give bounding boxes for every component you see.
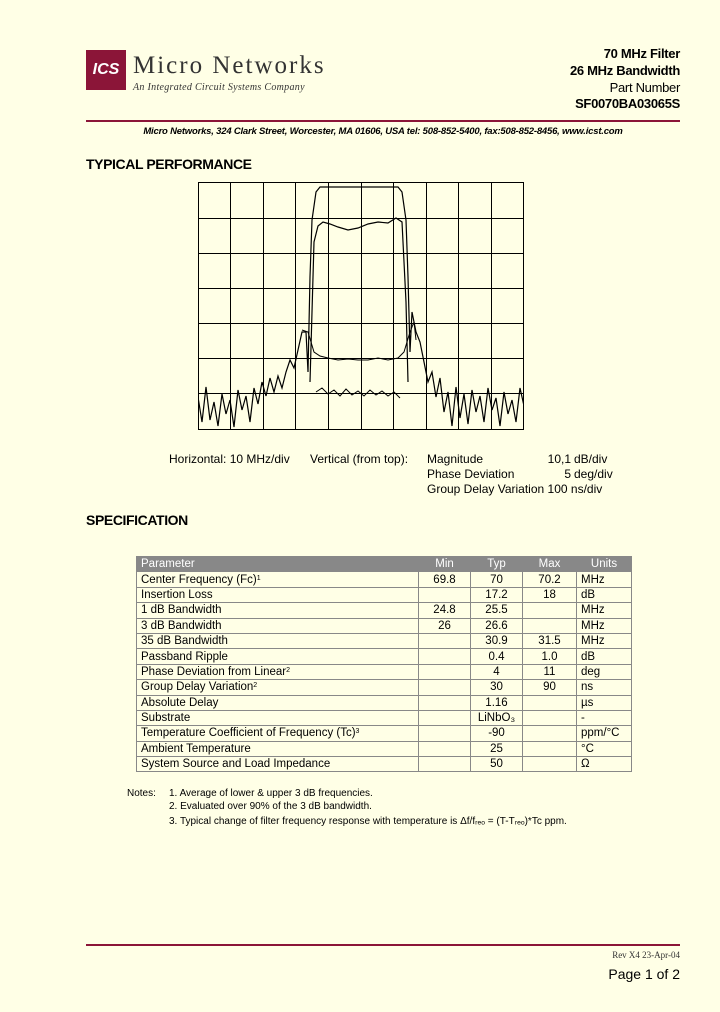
cell-max [523,680,577,695]
table-row [137,649,632,664]
cell-parameter [137,664,419,679]
cell-units [577,633,632,648]
cell-units [577,572,632,587]
notes-label: Notes: [127,788,156,799]
cell-parameter-text: 1 dB Bandwidth [141,604,222,617]
cell-max [523,726,577,741]
cell-units-text: ppm/°C [581,727,620,740]
cell-units-text: deg [581,665,601,678]
cell-typ-text: -90 [488,727,505,740]
cell-min [419,710,471,725]
cell-min [419,633,471,648]
cell-min [419,741,471,756]
cell-typ-text: 4 [493,665,500,678]
note-2: 2. Evaluated over 90% of the 3 dB bandwidth. [169,801,372,812]
cell-min [419,587,471,602]
phase-deviation-trace [302,322,416,360]
note-3: 3. Typical change of filter frequency response with temperature is Δf/fᵣₑₒ = (T-Tᵣₑₒ)*Tc ppm. [169,816,567,827]
cell-parameter-text: Temperature Coefficient of Frequency (Tc) [141,727,356,740]
specification-table [136,556,632,772]
cell-parameter [137,618,419,633]
cell-typ [471,587,523,602]
cell-min-text: 26 [438,619,451,632]
cell-typ [471,572,523,587]
cell-units [577,649,632,664]
cell-units [577,710,632,725]
cell-typ [471,649,523,664]
table-row [137,587,632,602]
cell-max-text: 11 [543,665,556,678]
company-name: Micro Networks [133,52,326,79]
legend-group-delay-unit: ns/div [570,482,603,496]
cell-parameter-text: Group Delay Variation [141,681,254,694]
cell-parameter-text: Passband Ripple [141,650,228,663]
header-parameter: Parameter [137,557,419,572]
cell-min-text: 24.8 [433,604,456,617]
cell-parameter-text: 35 dB Bandwidth [141,635,228,648]
cell-units-text: - [581,712,585,725]
legend-group-delay [427,482,602,496]
footnote-ref: 2 [286,666,291,674]
cell-units [577,741,632,756]
cell-min [419,757,471,772]
cell-typ [471,695,523,710]
cell-units-text: dB [581,650,596,663]
cell-min [419,618,471,633]
cell-typ-text: 30.9 [485,635,508,648]
cell-typ-text: 50 [490,758,503,771]
cell-max [523,741,577,756]
cell-typ-text: 70 [490,573,503,586]
table-row [137,603,632,618]
cell-typ-text: 25 [490,742,503,755]
cell-units [577,664,632,679]
legend-magnitude-unit: dB/div [574,452,608,466]
cell-typ [471,633,523,648]
cell-min-text: 69.8 [433,573,456,586]
ics-logo: ICS [86,50,126,90]
cell-max [523,757,577,772]
cell-max-text: 31.5 [538,635,561,648]
cell-max [523,603,577,618]
footnote-ref: 3 [355,728,360,736]
header-min: Min [419,557,471,572]
cell-max [523,572,577,587]
header-units: Units [577,557,632,572]
cell-max [523,664,577,679]
cell-max [523,633,577,648]
horizontal-scale: Horizontal: 10 MHz/div [169,452,290,466]
cell-units [577,587,632,602]
cell-parameter-text: Center Frequency (Fc) [141,573,257,586]
spec-table-body [137,572,632,772]
cell-min [419,603,471,618]
table-row [137,695,632,710]
cell-parameter [137,572,419,587]
legend-group-delay-name: Group Delay Variation [427,482,545,496]
contact-address: Micro Networks, 324 Clark Street, Worcester, MA 01606, USA tel: 508-852-5400, fax:508-852-8456, www.icst.com [143,126,623,137]
page-number: Page 1 of 2 [608,966,680,982]
part-number: SF0070BA03065S [575,96,680,111]
cell-parameter [137,649,419,664]
cell-typ-text: 25.5 [485,604,508,617]
cell-max [523,618,577,633]
cell-units-text: MHz [581,573,605,586]
cell-units-text: MHz [581,619,605,632]
table-row [137,680,632,695]
cell-min [419,726,471,741]
cell-units [577,726,632,741]
cell-units [577,757,632,772]
table-row [137,618,632,633]
company-tagline: An Integrated Circuit Systems Company [133,82,305,93]
cell-typ-text: 0.4 [488,650,505,663]
cell-typ [471,618,523,633]
cell-typ-text: 26.6 [485,619,508,632]
cell-units-text: µs [581,696,594,709]
cell-typ [471,726,523,741]
cell-typ [471,680,523,695]
plot-grid [198,182,524,430]
table-row [137,664,632,679]
cell-parameter [137,587,419,602]
cell-parameter-text: 3 dB Bandwidth [141,619,222,632]
cell-min [419,649,471,664]
legend-magnitude-name: Magnitude [427,452,484,466]
cell-units-text: °C [581,742,594,755]
cell-parameter [137,633,419,648]
cell-units-text: MHz [581,604,605,617]
footnote-ref: 2 [253,682,258,690]
cell-max [523,695,577,710]
cell-parameter-text: System Source and Load Impedance [141,758,331,771]
cell-min [419,695,471,710]
cell-units [577,618,632,633]
vertical-scale-label: Vertical (from top): [310,452,409,466]
table-row [137,757,632,772]
cell-units-text: Ω [581,758,590,771]
legend-magnitude-value: 10,1 [547,452,571,466]
cell-units-text: dB [581,588,596,601]
cell-min [419,664,471,679]
cell-parameter-text: Phase Deviation from Linear [141,665,287,678]
cell-max [523,649,577,664]
table-row [137,710,632,725]
cell-parameter [137,603,419,618]
cell-parameter-text: Absolute Delay [141,696,219,709]
cell-parameter [137,695,419,710]
header-typ: Typ [471,557,523,572]
cell-max [523,710,577,725]
performance-plot [198,182,524,430]
cell-typ [471,603,523,618]
cell-parameter [137,710,419,725]
cell-min [419,680,471,695]
table-row [137,726,632,741]
cell-max-text: 70.2 [538,573,561,586]
product-title: 70 MHz Filter [603,46,680,61]
cell-parameter-text: Substrate [141,712,191,725]
cell-units-text: ns [581,681,594,694]
cell-typ-text: LiNbO₃ [477,712,516,725]
specification-heading: SPECIFICATION [86,512,188,528]
cell-typ [471,664,523,679]
legend-phase-name: Phase Deviation [427,467,515,481]
legend-phase-value: 5 [564,467,571,481]
cell-units-text: MHz [581,635,605,648]
cell-max-text: 1.0 [541,650,558,663]
legend-group-delay-value: 100 [547,482,568,496]
product-bandwidth: 26 MHz Bandwidth [569,63,680,78]
cell-typ [471,741,523,756]
revision-date: Rev X4 23-Apr-04 [612,950,680,960]
part-number-label: Part Number [609,80,680,95]
footnote-ref: 1 [256,574,261,582]
cell-parameter-text: Ambient Temperature [141,742,251,755]
cell-parameter [137,741,419,756]
header-divider [86,120,680,122]
cell-min [419,572,471,587]
cell-parameter [137,726,419,741]
cell-parameter-text: Insertion Loss [141,588,213,601]
legend-phase-unit: deg/div [574,467,613,481]
cell-units [577,603,632,618]
cell-parameter [137,757,419,772]
cell-typ-text: 30 [490,681,503,694]
cell-typ-text: 17.2 [485,588,508,601]
footer-divider [86,944,680,946]
cell-parameter [137,680,419,695]
table-row [137,572,632,587]
cell-typ [471,710,523,725]
cell-max [523,587,577,602]
cell-max-text: 18 [543,588,556,601]
table-row [137,741,632,756]
cell-typ-text: 1.16 [485,696,508,709]
cell-units [577,695,632,710]
table-header-row [137,557,632,572]
table-row [137,633,632,648]
cell-max-text: 90 [543,681,556,694]
header-max: Max [523,557,577,572]
note-1: 1. Average of lower & upper 3 dB frequencies. [169,788,373,799]
cell-units [577,680,632,695]
cell-typ [471,757,523,772]
typical-performance-heading: TYPICAL PERFORMANCE [86,156,252,172]
